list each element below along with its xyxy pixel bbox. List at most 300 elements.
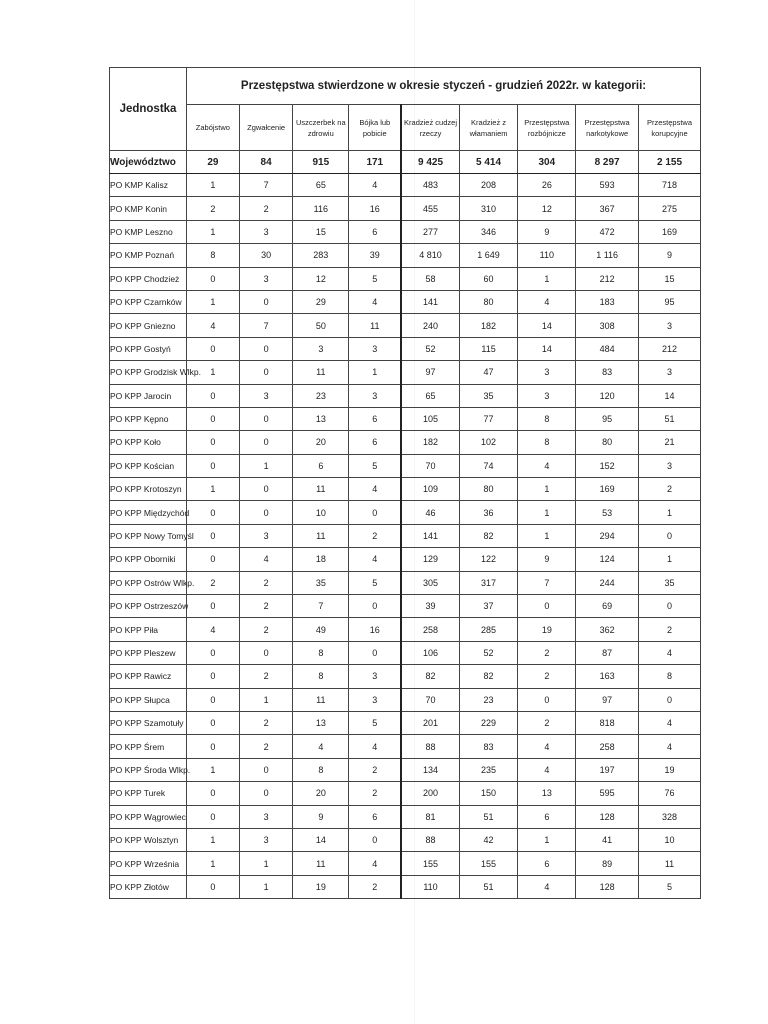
unit-name-cell: PO KPP Kępno <box>110 407 187 430</box>
table-row <box>110 290 701 313</box>
table-row <box>110 875 701 898</box>
value-cell: 197 <box>576 758 639 781</box>
value-cell: 5 <box>349 267 402 290</box>
value-cell: 0 <box>239 337 293 360</box>
value-cell: 2 <box>239 665 293 688</box>
value-cell: 2 <box>239 197 293 220</box>
value-cell: 13 <box>293 407 349 430</box>
value-cell: 4 <box>639 711 701 734</box>
value-cell: 6 <box>518 852 576 875</box>
value-cell: 51 <box>639 407 701 430</box>
value-cell: 141 <box>401 524 459 547</box>
unit-name-cell: PO KPP Czarnków <box>110 290 187 313</box>
value-cell: 150 <box>459 782 518 805</box>
value-cell: 4 <box>639 641 701 664</box>
unit-name-cell: PO KPP Złotów <box>110 875 187 898</box>
value-cell: 595 <box>576 782 639 805</box>
value-cell: 41 <box>576 828 639 851</box>
value-cell: 1 <box>518 478 576 501</box>
value-cell: 52 <box>459 641 518 664</box>
value-cell: 258 <box>401 618 459 641</box>
value-cell: 283 <box>293 244 349 267</box>
value-cell: 0 <box>187 688 240 711</box>
table-row <box>110 431 701 454</box>
value-cell: 23 <box>459 688 518 711</box>
value-cell: 0 <box>639 688 701 711</box>
value-cell: 212 <box>639 337 701 360</box>
value-cell: 3 <box>518 384 576 407</box>
value-cell: 11 <box>293 524 349 547</box>
value-cell: 1 116 <box>576 244 639 267</box>
value-cell: 9 <box>293 805 349 828</box>
unit-name-cell: PO KPP Gniezno <box>110 314 187 337</box>
value-cell: 183 <box>576 290 639 313</box>
category-header: Kradzież z włamaniem <box>459 105 518 151</box>
table-row <box>110 197 701 220</box>
value-cell: 0 <box>518 595 576 618</box>
value-cell: 19 <box>293 875 349 898</box>
value-cell: 11 <box>293 478 349 501</box>
value-cell: 49 <box>293 618 349 641</box>
value-cell: 0 <box>518 688 576 711</box>
value-cell: 163 <box>576 665 639 688</box>
value-cell: 30 <box>239 244 293 267</box>
value-cell: 50 <box>293 314 349 337</box>
value-cell: 0 <box>349 501 402 524</box>
category-header: Zabójstwo <box>187 105 240 151</box>
value-cell: 36 <box>459 501 518 524</box>
value-cell: 11 <box>639 852 701 875</box>
value-cell: 455 <box>401 197 459 220</box>
value-cell: 4 <box>518 290 576 313</box>
value-cell: 8 <box>293 758 349 781</box>
unit-name-cell: PO KPP Piła <box>110 618 187 641</box>
table-title: Przestępstwa stwierdzone w okresie styczeń - grudzień 2022r. w kategorii: <box>187 68 701 105</box>
value-cell: 3 <box>239 805 293 828</box>
value-cell: 155 <box>459 852 518 875</box>
value-cell: 82 <box>401 665 459 688</box>
value-cell: 87 <box>576 641 639 664</box>
table-row <box>110 548 701 571</box>
value-cell: 0 <box>187 384 240 407</box>
table-row <box>110 314 701 337</box>
value-cell: 21 <box>639 431 701 454</box>
value-cell: 0 <box>187 407 240 430</box>
value-cell: 0 <box>239 290 293 313</box>
value-cell: 8 <box>293 641 349 664</box>
value-cell: 110 <box>518 244 576 267</box>
value-cell: 70 <box>401 688 459 711</box>
value-cell: 2 <box>639 618 701 641</box>
value-cell: 2 <box>239 711 293 734</box>
value-cell: 102 <box>459 431 518 454</box>
value-cell: 0 <box>187 595 240 618</box>
value-cell: 14 <box>518 337 576 360</box>
value-cell: 3 <box>518 361 576 384</box>
value-cell: 2 <box>187 197 240 220</box>
value-cell: 472 <box>576 220 639 243</box>
value-cell: 11 <box>349 314 402 337</box>
value-cell: 5 <box>349 711 402 734</box>
value-cell: 19 <box>518 618 576 641</box>
value-cell: 11 <box>293 852 349 875</box>
value-cell: 317 <box>459 571 518 594</box>
value-cell: 169 <box>576 478 639 501</box>
value-cell: 1 <box>239 852 293 875</box>
value-cell: 11 <box>293 688 349 711</box>
value-cell: 1 <box>518 267 576 290</box>
value-cell: 4 <box>187 314 240 337</box>
value-cell: 76 <box>639 782 701 805</box>
value-cell: 16 <box>349 618 402 641</box>
value-cell: 294 <box>576 524 639 547</box>
value-cell: 124 <box>576 548 639 571</box>
value-cell: 346 <box>459 220 518 243</box>
value-cell: 0 <box>187 805 240 828</box>
unit-name-cell: PO KPP Ostrów Wlkp. <box>110 571 187 594</box>
value-cell: 37 <box>459 595 518 618</box>
value-cell: 3 <box>349 384 402 407</box>
value-cell: 235 <box>459 758 518 781</box>
value-cell: 718 <box>639 174 701 197</box>
value-cell: 4 <box>639 735 701 758</box>
unit-name-cell: PO KPP Gostyń <box>110 337 187 360</box>
unit-name-cell: PO KMP Leszno <box>110 220 187 243</box>
value-cell: 129 <box>401 548 459 571</box>
value-cell: 3 <box>239 384 293 407</box>
value-cell: 82 <box>459 665 518 688</box>
value-cell: 0 <box>239 641 293 664</box>
value-cell: 0 <box>349 595 402 618</box>
value-cell: 4 <box>349 852 402 875</box>
unit-name-cell: PO KPP Śrem <box>110 735 187 758</box>
value-cell: 106 <box>401 641 459 664</box>
value-cell: 80 <box>459 290 518 313</box>
value-cell: 74 <box>459 454 518 477</box>
value-cell: 0 <box>187 875 240 898</box>
value-cell: 0 <box>239 407 293 430</box>
value-cell: 1 <box>187 852 240 875</box>
value-cell: 95 <box>576 407 639 430</box>
value-cell: 65 <box>293 174 349 197</box>
value-cell: 1 <box>187 828 240 851</box>
value-cell: 13 <box>518 782 576 805</box>
value-cell: 8 <box>293 665 349 688</box>
value-cell: 169 <box>639 220 701 243</box>
value-cell: 212 <box>576 267 639 290</box>
value-cell: 4 <box>349 548 402 571</box>
unit-name-cell: PO KPP Rawicz <box>110 665 187 688</box>
value-cell: 0 <box>349 641 402 664</box>
value-cell: 88 <box>401 828 459 851</box>
value-cell: 7 <box>293 595 349 618</box>
table-row <box>110 267 701 290</box>
value-cell: 12 <box>518 197 576 220</box>
value-cell: 2 <box>239 735 293 758</box>
category-header: Uszczerbek na zdrowiu <box>293 105 349 151</box>
value-cell: 182 <box>401 431 459 454</box>
value-cell: 42 <box>459 828 518 851</box>
value-cell: 0 <box>187 711 240 734</box>
value-cell: 105 <box>401 407 459 430</box>
value-cell: 5 <box>639 875 701 898</box>
value-cell: 82 <box>459 524 518 547</box>
value-cell: 244 <box>576 571 639 594</box>
value-cell: 1 <box>639 501 701 524</box>
value-cell: 14 <box>293 828 349 851</box>
value-cell: 4 810 <box>401 244 459 267</box>
unit-name-cell: PO KPP Września <box>110 852 187 875</box>
value-cell: 3 <box>239 220 293 243</box>
value-cell: 23 <box>293 384 349 407</box>
unit-name-cell: PO KPP Międzychód <box>110 501 187 524</box>
value-cell: 39 <box>349 244 402 267</box>
value-cell: 46 <box>401 501 459 524</box>
value-cell: 4 <box>349 290 402 313</box>
table-body <box>110 151 701 899</box>
value-cell: 18 <box>293 548 349 571</box>
value-cell: 97 <box>401 361 459 384</box>
value-cell: 1 <box>187 361 240 384</box>
value-cell: 3 <box>639 314 701 337</box>
table-row <box>110 618 701 641</box>
value-cell: 6 <box>293 454 349 477</box>
value-cell: 1 <box>187 758 240 781</box>
unit-name-cell: PO KPP Grodzisk Wlkp. <box>110 361 187 384</box>
value-cell: 2 <box>349 524 402 547</box>
category-header: Zgwałcenie <box>239 105 293 151</box>
unit-name-cell: PO KPP Jarocin <box>110 384 187 407</box>
value-cell: 0 <box>239 478 293 501</box>
total-row <box>110 151 701 174</box>
table-row <box>110 337 701 360</box>
value-cell: 88 <box>401 735 459 758</box>
value-cell: 3 <box>349 665 402 688</box>
unit-name-cell: PO KPP Nowy Tomyśl <box>110 524 187 547</box>
value-cell: 8 <box>639 665 701 688</box>
value-cell: 1 <box>518 501 576 524</box>
value-cell: 15 <box>639 267 701 290</box>
category-header: Przestępstwa narkotykowe <box>576 105 639 151</box>
value-cell: 9 425 <box>401 151 459 174</box>
unit-name-cell: PO KPP Krotoszyn <box>110 478 187 501</box>
value-cell: 10 <box>639 828 701 851</box>
value-cell: 8 <box>187 244 240 267</box>
value-cell: 7 <box>239 314 293 337</box>
value-cell: 0 <box>187 641 240 664</box>
value-cell: 60 <box>459 267 518 290</box>
unit-name-cell: PO KMP Kalisz <box>110 174 187 197</box>
value-cell: 4 <box>518 735 576 758</box>
unit-name-cell: PO KPP Kościan <box>110 454 187 477</box>
table-row <box>110 782 701 805</box>
value-cell: 0 <box>239 431 293 454</box>
table-row <box>110 571 701 594</box>
unit-name-cell: PO KPP Wągrowiec <box>110 805 187 828</box>
category-header-row <box>110 105 701 151</box>
value-cell: 9 <box>518 220 576 243</box>
value-cell: 1 <box>518 828 576 851</box>
value-cell: 0 <box>187 454 240 477</box>
value-cell: 89 <box>576 852 639 875</box>
value-cell: 2 <box>239 571 293 594</box>
table-row <box>110 711 701 734</box>
value-cell: 65 <box>401 384 459 407</box>
value-cell: 14 <box>518 314 576 337</box>
table-row <box>110 454 701 477</box>
table-row <box>110 501 701 524</box>
value-cell: 304 <box>518 151 576 174</box>
value-cell: 6 <box>349 407 402 430</box>
value-cell: 2 155 <box>639 151 701 174</box>
value-cell: 97 <box>576 688 639 711</box>
unit-name-cell: PO KPP Turek <box>110 782 187 805</box>
value-cell: 258 <box>576 735 639 758</box>
value-cell: 83 <box>576 361 639 384</box>
value-cell: 35 <box>459 384 518 407</box>
value-cell: 8 <box>518 407 576 430</box>
unit-name-cell: PO KPP Słupca <box>110 688 187 711</box>
value-cell: 20 <box>293 782 349 805</box>
unit-column-header: Jednostka <box>110 68 187 151</box>
value-cell: 328 <box>639 805 701 828</box>
value-cell: 0 <box>187 267 240 290</box>
value-cell: 0 <box>187 665 240 688</box>
value-cell: 4 <box>349 735 402 758</box>
value-cell: 10 <box>293 501 349 524</box>
value-cell: 35 <box>293 571 349 594</box>
value-cell: 2 <box>239 595 293 618</box>
value-cell: 2 <box>187 571 240 594</box>
value-cell: 200 <box>401 782 459 805</box>
value-cell: 29 <box>187 151 240 174</box>
value-cell: 3 <box>639 454 701 477</box>
value-cell: 35 <box>639 571 701 594</box>
value-cell: 0 <box>187 548 240 571</box>
value-cell: 0 <box>187 501 240 524</box>
value-cell: 80 <box>459 478 518 501</box>
value-cell: 2 <box>518 665 576 688</box>
value-cell: 171 <box>349 151 402 174</box>
value-cell: 310 <box>459 197 518 220</box>
value-cell: 122 <box>459 548 518 571</box>
value-cell: 7 <box>518 571 576 594</box>
value-cell: 2 <box>349 782 402 805</box>
value-cell: 1 <box>239 875 293 898</box>
table-row <box>110 805 701 828</box>
table-row <box>110 524 701 547</box>
value-cell: 51 <box>459 875 518 898</box>
value-cell: 3 <box>349 337 402 360</box>
value-cell: 14 <box>639 384 701 407</box>
value-cell: 8 <box>518 431 576 454</box>
value-cell: 0 <box>239 782 293 805</box>
value-cell: 4 <box>349 174 402 197</box>
value-cell: 484 <box>576 337 639 360</box>
value-cell: 3 <box>239 524 293 547</box>
table-row <box>110 758 701 781</box>
value-cell: 116 <box>293 197 349 220</box>
unit-name-cell: PO KPP Oborniki <box>110 548 187 571</box>
value-cell: 1 <box>518 524 576 547</box>
value-cell: 77 <box>459 407 518 430</box>
table-row <box>110 361 701 384</box>
value-cell: 1 <box>187 220 240 243</box>
value-cell: 1 <box>349 361 402 384</box>
unit-name-cell: Województwo <box>110 151 187 174</box>
table-row <box>110 244 701 267</box>
unit-name-cell: PO KPP Ostrzeszów <box>110 595 187 618</box>
value-cell: 4 <box>239 548 293 571</box>
value-cell: 58 <box>401 267 459 290</box>
crime-statistics-table <box>109 67 701 899</box>
value-cell: 0 <box>187 735 240 758</box>
value-cell: 115 <box>459 337 518 360</box>
value-cell: 11 <box>293 361 349 384</box>
value-cell: 2 <box>349 875 402 898</box>
value-cell: 141 <box>401 290 459 313</box>
category-header: Bójka lub pobicie <box>349 105 402 151</box>
value-cell: 134 <box>401 758 459 781</box>
value-cell: 155 <box>401 852 459 875</box>
value-cell: 51 <box>459 805 518 828</box>
value-cell: 1 <box>187 174 240 197</box>
table-row <box>110 735 701 758</box>
value-cell: 3 <box>639 361 701 384</box>
value-cell: 15 <box>293 220 349 243</box>
value-cell: 818 <box>576 711 639 734</box>
value-cell: 2 <box>518 711 576 734</box>
table-row <box>110 665 701 688</box>
value-cell: 1 <box>239 454 293 477</box>
value-cell: 5 414 <box>459 151 518 174</box>
value-cell: 0 <box>187 782 240 805</box>
unit-name-cell: PO KMP Konin <box>110 197 187 220</box>
value-cell: 275 <box>639 197 701 220</box>
value-cell: 4 <box>518 875 576 898</box>
value-cell: 3 <box>239 828 293 851</box>
value-cell: 128 <box>576 805 639 828</box>
table-row <box>110 595 701 618</box>
value-cell: 26 <box>518 174 576 197</box>
table-row <box>110 220 701 243</box>
value-cell: 0 <box>187 431 240 454</box>
value-cell: 120 <box>576 384 639 407</box>
value-cell: 2 <box>239 618 293 641</box>
value-cell: 1 <box>239 688 293 711</box>
value-cell: 53 <box>576 501 639 524</box>
table-row <box>110 688 701 711</box>
value-cell: 83 <box>459 735 518 758</box>
unit-name-cell: PO KPP Wolsztyn <box>110 828 187 851</box>
value-cell: 109 <box>401 478 459 501</box>
value-cell: 152 <box>576 454 639 477</box>
unit-name-cell: PO KPP Szamotuły <box>110 711 187 734</box>
value-cell: 4 <box>293 735 349 758</box>
value-cell: 277 <box>401 220 459 243</box>
value-cell: 208 <box>459 174 518 197</box>
value-cell: 4 <box>518 758 576 781</box>
table-row <box>110 641 701 664</box>
category-header: Przestępstwa rozbójnicze <box>518 105 576 151</box>
value-cell: 915 <box>293 151 349 174</box>
table-row <box>110 828 701 851</box>
value-cell: 20 <box>293 431 349 454</box>
value-cell: 0 <box>639 524 701 547</box>
value-cell: 19 <box>639 758 701 781</box>
table-row <box>110 852 701 875</box>
category-header: Kradzież cudzej rzeczy <box>401 105 459 151</box>
